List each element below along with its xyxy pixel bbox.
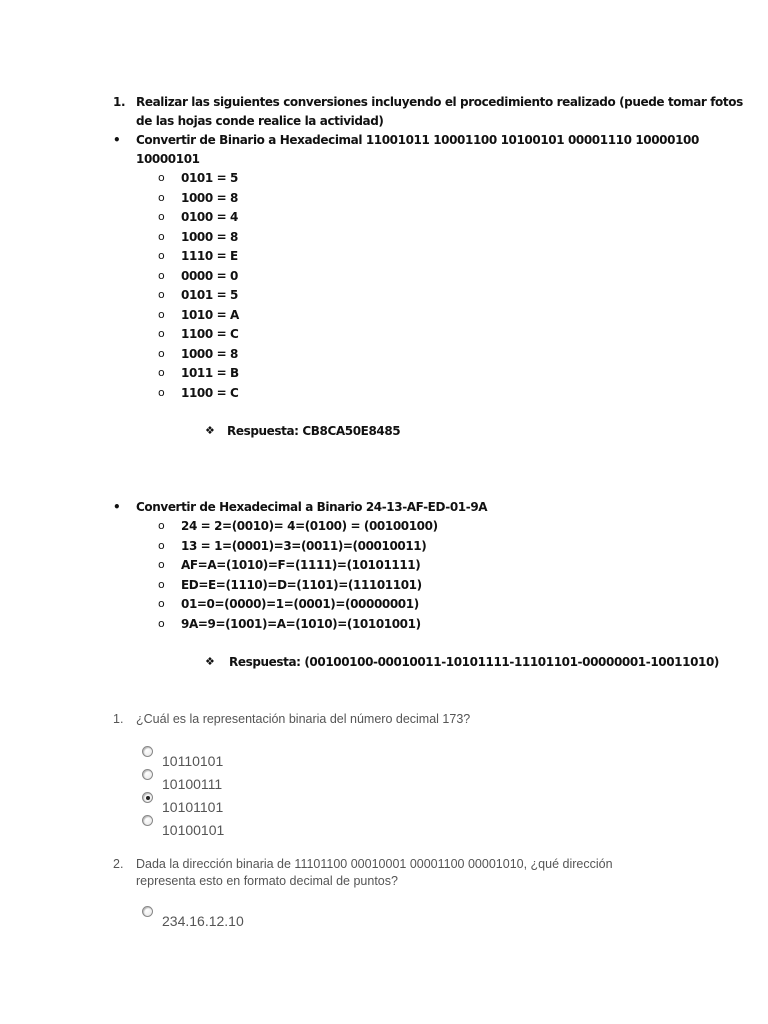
section2-answer: Respuesta: (00100100-00010011-10101111-11101101-00000001-10011010)	[229, 655, 719, 669]
list-item: 1100 = C	[181, 327, 239, 341]
list-item: 24 = 2=(0010)= 4=(0100) = (00100100)	[181, 519, 438, 533]
list-item: 13 = 1=(0001)=3=(0011)=(00010011)	[181, 538, 427, 553]
list-item: 1110 = E	[181, 249, 238, 263]
radio-button[interactable]	[142, 815, 153, 826]
list-item-marker: o	[158, 268, 165, 282]
radio-button[interactable]	[142, 746, 153, 757]
list-item-marker: o	[158, 366, 165, 379]
quiz-q2-number: 2.	[113, 857, 124, 871]
list-item-marker: o	[158, 190, 165, 204]
list-item-marker: o	[158, 210, 165, 223]
list-item: 1010 = A	[181, 307, 239, 322]
radio-button[interactable]	[142, 906, 153, 917]
heading-number: 1.	[113, 95, 126, 109]
list-item-marker: o	[158, 519, 165, 532]
list-item: 9A=9=(1001)=A=(1010)=(10101001)	[181, 616, 421, 631]
list-item: 1000 = 8	[181, 190, 238, 205]
list-item: 0000 = 0	[181, 268, 238, 283]
section2-answer-marker: ❖	[205, 655, 215, 668]
list-item-marker: o	[158, 288, 165, 301]
list-item: ED=E=(1110)=D=(1101)=(11101101)	[181, 577, 422, 592]
list-item-marker: o	[158, 346, 165, 360]
section1-title-line-2: 10000101	[136, 152, 200, 166]
section1-answer: Respuesta: CB8CA50E8485	[227, 424, 401, 438]
list-item: 0100 = 4	[181, 210, 238, 224]
option-label[interactable]: 10101101	[162, 799, 224, 815]
list-item-marker: o	[158, 597, 165, 610]
list-item: AF=A=(1010)=F=(1111)=(10101111)	[181, 558, 421, 572]
option-label[interactable]: 10110101	[162, 753, 224, 769]
list-item-marker: o	[158, 558, 165, 571]
list-item: 1000 = 8	[181, 346, 238, 361]
section1-answer-marker: ❖	[205, 424, 215, 437]
quiz-q1-text: ¿Cuál es la representación binaria del número decimal 173?	[136, 712, 471, 726]
quiz-q2-text-line-2: representa esto en formato decimal de puntos?	[136, 874, 398, 888]
section1-title-line-1: Convertir de Binario a Hexadecimal 11001011 10001100 10100101 00001110 10000100	[136, 133, 699, 147]
heading-line-2: de las hojas conde realice la actividad)	[136, 114, 384, 128]
list-item-marker: o	[158, 171, 165, 184]
section1-bullet: •	[113, 133, 121, 147]
list-item-marker: o	[158, 249, 165, 262]
quiz-q1-number: 1.	[113, 712, 124, 726]
heading-line-1: Realizar las siguientes conversiones incluyendo el procedimiento realizado (puede tomar fotos	[136, 95, 743, 109]
list-item-marker: o	[158, 538, 165, 552]
radio-button[interactable]	[142, 792, 153, 803]
list-item-marker: o	[158, 229, 165, 243]
list-item-marker: o	[158, 577, 165, 591]
option-label[interactable]: 10100111	[162, 776, 223, 792]
section2-title: Convertir de Hexadecimal a Binario 24-13-AF-ED-01-9A	[136, 500, 488, 514]
list-item: 1100 = C	[181, 385, 239, 400]
option-label[interactable]: 10100101	[162, 822, 225, 838]
section2-bullet: •	[113, 500, 121, 514]
list-item: 0101 = 5	[181, 288, 238, 302]
quiz-q2-text-line-1: Dada la dirección binaria de 11101100 00010001 00001100 00001010, ¿qué dirección	[136, 857, 613, 871]
list-item: 1011 = B	[181, 366, 239, 380]
list-item-marker: o	[158, 307, 165, 321]
list-item-marker: o	[158, 616, 165, 630]
radio-button[interactable]	[142, 769, 153, 780]
option-label[interactable]: 234.16.12.10	[162, 913, 244, 929]
list-item: 0101 = 5	[181, 171, 238, 185]
list-item: 1000 = 8	[181, 229, 238, 244]
list-item-marker: o	[158, 327, 165, 340]
list-item-marker: o	[158, 385, 165, 399]
list-item: 01=0=(0000)=1=(0001)=(00000001)	[181, 597, 419, 611]
